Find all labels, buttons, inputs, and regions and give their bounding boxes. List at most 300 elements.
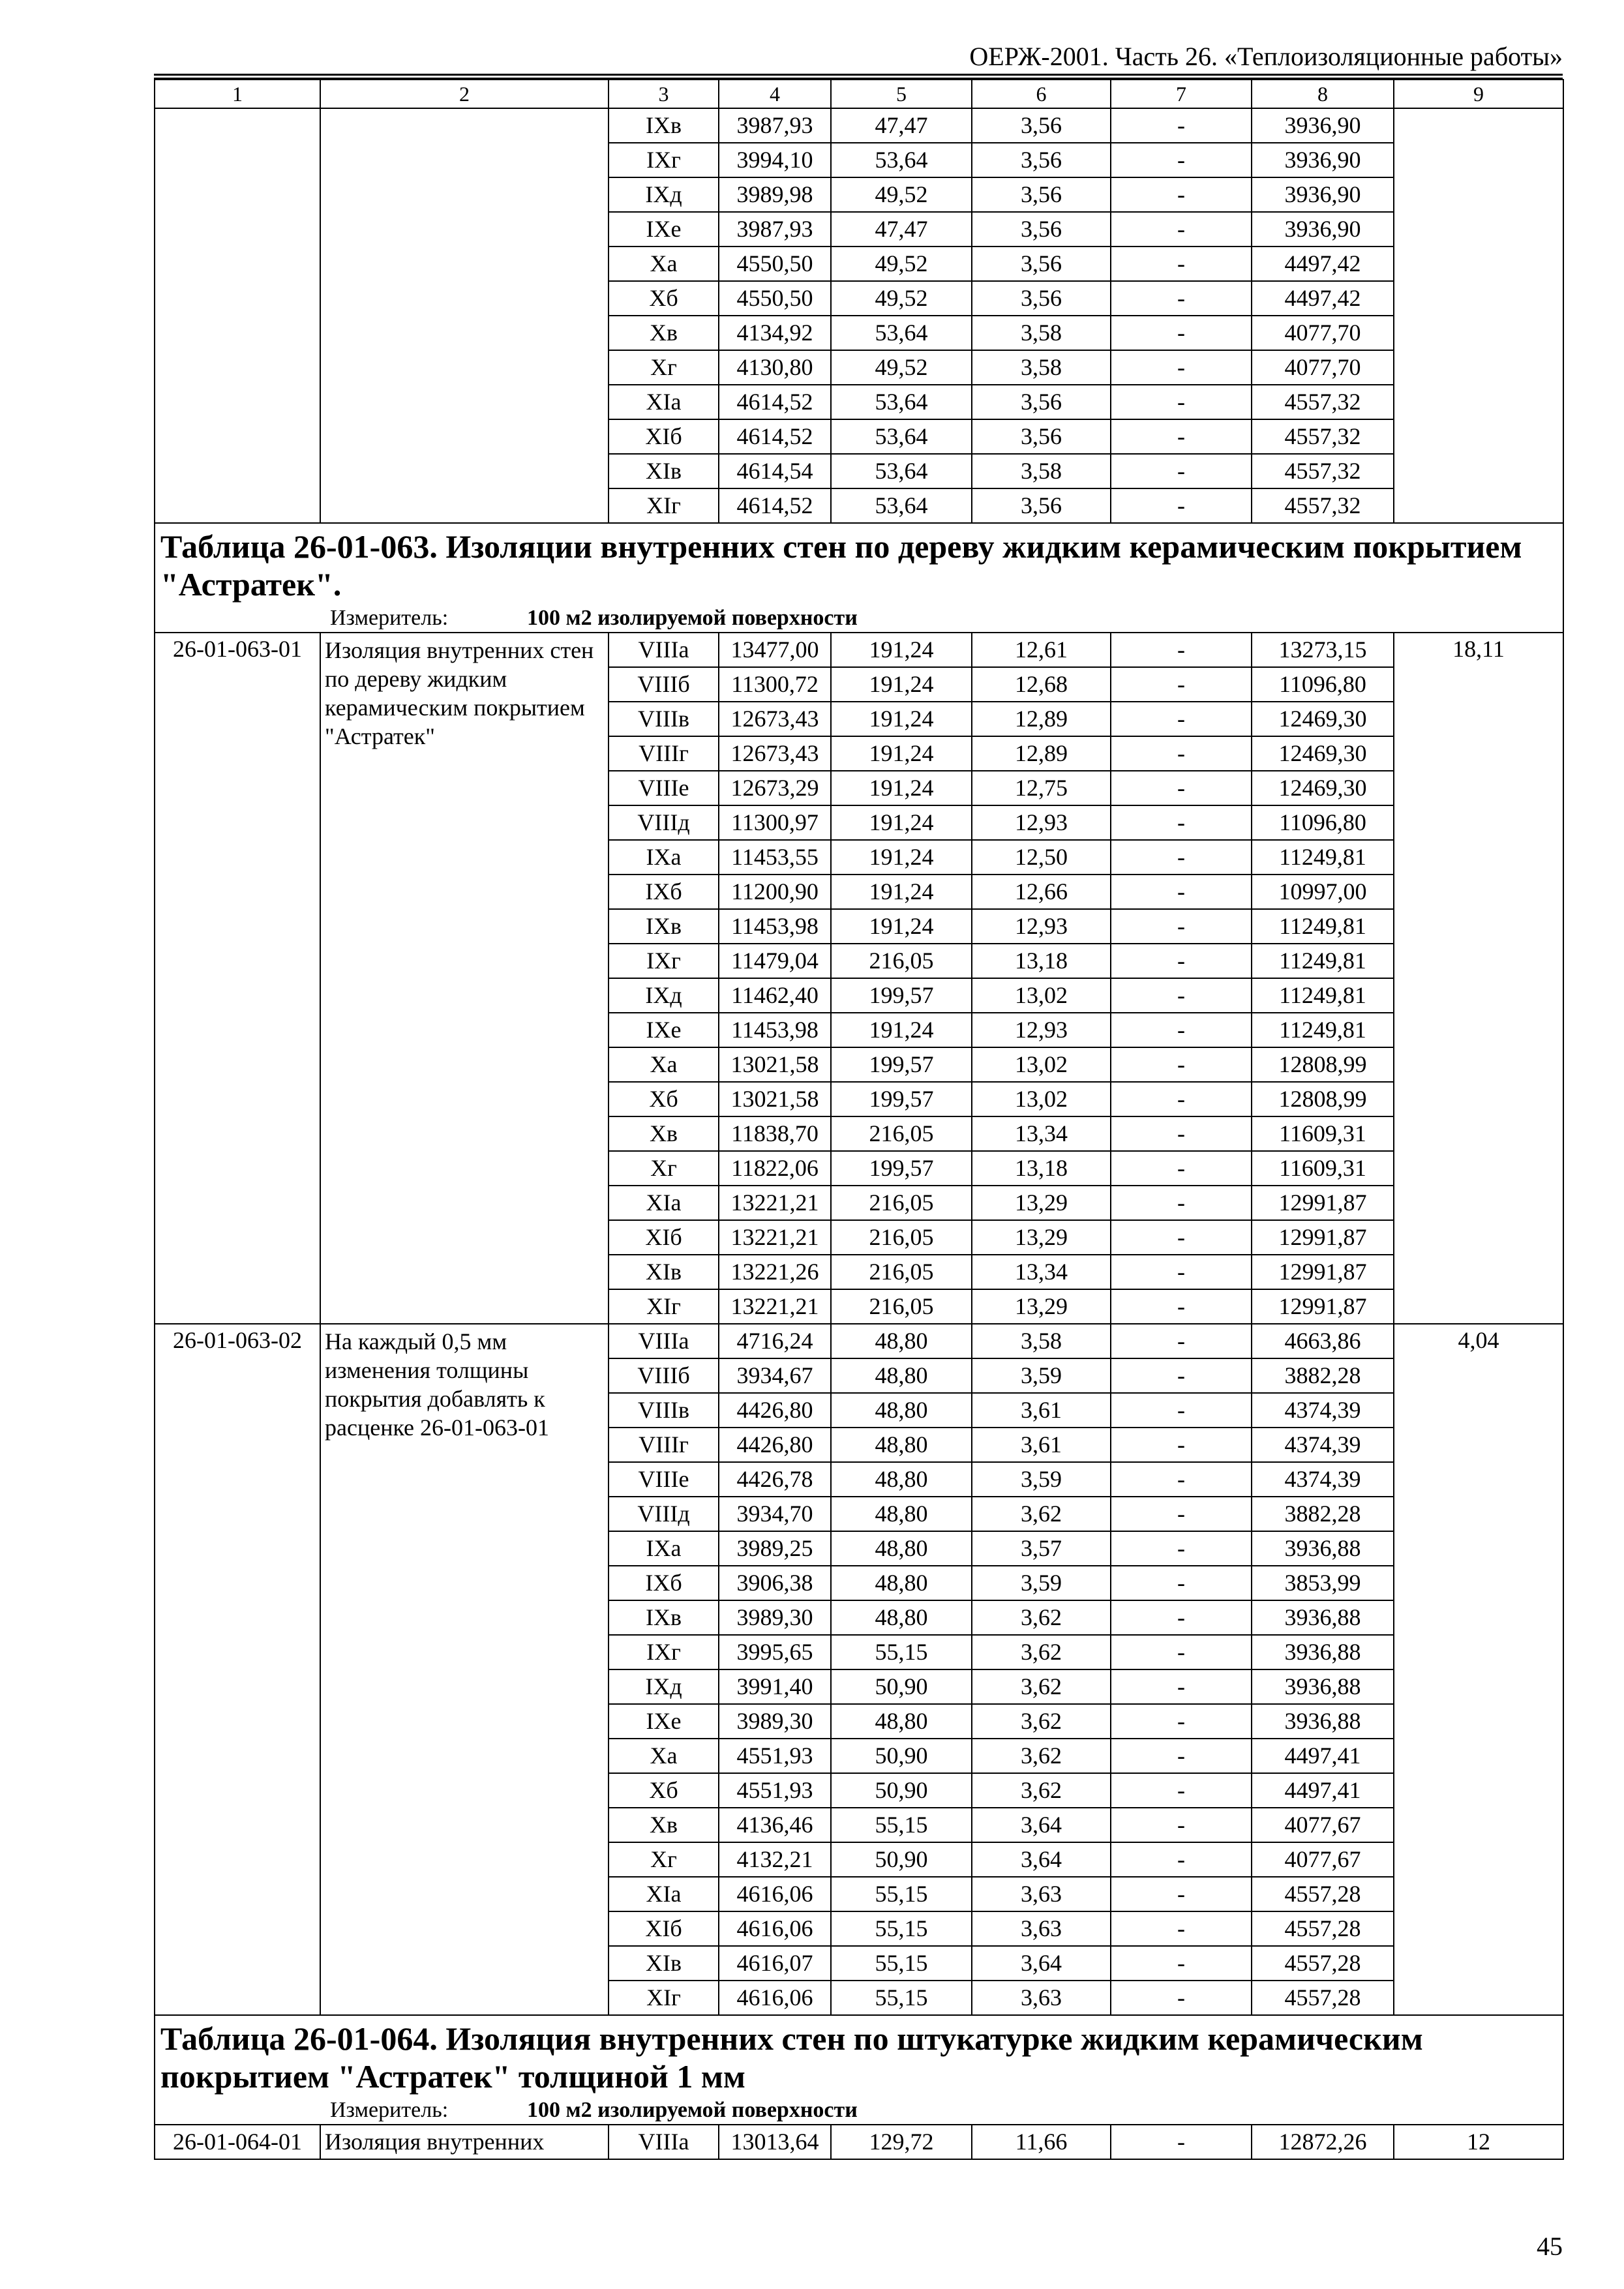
direct-costs-cell: 12673,43 <box>719 736 831 771</box>
labor-wages-cell: 199,57 <box>831 978 972 1013</box>
labor-wages-cell: 53,64 <box>831 385 972 419</box>
meter-unit: 100 м2 изолируемой поверхности <box>527 2098 858 2122</box>
machinist-wages-cell: - <box>1111 1946 1252 1981</box>
meter-row <box>155 2097 1563 2125</box>
region-zone-cell: VIIIб <box>609 667 719 702</box>
labor-wages-cell: 199,57 <box>831 1047 972 1082</box>
column-number-cell: 4 <box>719 80 831 108</box>
machinist-wages-cell: - <box>1111 1877 1252 1911</box>
materials-cost-cell: 4557,32 <box>1252 419 1394 454</box>
running-header: ОЕРЖ-2001. Часть 26. «Теплоизоляционные работы» <box>969 42 1563 71</box>
direct-costs-cell: 3995,65 <box>719 1635 831 1669</box>
column-number-cell: 8 <box>1252 80 1394 108</box>
machinist-wages-cell: - <box>1111 350 1252 385</box>
direct-costs-cell: 13221,21 <box>719 1186 831 1220</box>
machinist-wages-cell: - <box>1111 1013 1252 1047</box>
machine-operation-cell: 3,62 <box>972 1669 1111 1704</box>
machinist-wages-cell: - <box>1111 1808 1252 1842</box>
labor-wages-cell: 48,80 <box>831 1358 972 1393</box>
labor-wages-cell: 55,15 <box>831 1877 972 1911</box>
labor-wages-cell: 48,80 <box>831 1462 972 1497</box>
region-zone-cell: IXв <box>609 909 719 944</box>
description-cell: На каждый 0,5 мм изменения толщины покрытия добавлять к расценке 26-01-063-01 <box>320 1324 609 2015</box>
labor-wages-cell: 50,90 <box>831 1773 972 1808</box>
region-zone-cell: IXг <box>609 1635 719 1669</box>
machinist-wages-cell: - <box>1111 1566 1252 1600</box>
machine-operation-cell: 3,56 <box>972 419 1111 454</box>
machine-operation-cell: 12,75 <box>972 771 1111 805</box>
machine-operation-cell: 3,56 <box>972 247 1111 281</box>
table-title: Таблица 26-01-063. Изоляции внутренних стен по дереву жидким керамическим покрытием "Астратек". <box>155 523 1563 605</box>
region-zone-cell: XIв <box>609 454 719 488</box>
table-row <box>155 2125 1563 2159</box>
materials-cost-cell: 4374,39 <box>1252 1428 1394 1462</box>
direct-costs-cell: 4616,06 <box>719 1911 831 1946</box>
materials-cost-cell: 4374,39 <box>1252 1393 1394 1428</box>
direct-costs-cell: 11838,70 <box>719 1116 831 1151</box>
machine-operation-cell: 13,29 <box>972 1289 1111 1324</box>
description-cell <box>320 108 609 523</box>
machinist-wages-cell: - <box>1111 1739 1252 1773</box>
labor-wages-cell: 53,64 <box>831 143 972 177</box>
column-number-row <box>155 80 1563 108</box>
direct-costs-cell: 4716,24 <box>719 1324 831 1358</box>
direct-costs-cell: 3906,38 <box>719 1566 831 1600</box>
machine-operation-cell: 3,62 <box>972 1497 1111 1531</box>
region-zone-cell: IXе <box>609 1704 719 1739</box>
materials-cost-cell: 12469,30 <box>1252 702 1394 736</box>
machinist-wages-cell: - <box>1111 1428 1252 1462</box>
labor-wages-cell: 48,80 <box>831 1324 972 1358</box>
direct-costs-cell: 13021,58 <box>719 1082 831 1116</box>
materials-cost-cell: 11249,81 <box>1252 978 1394 1013</box>
labor-wages-cell: 191,24 <box>831 702 972 736</box>
table-row <box>155 633 1563 667</box>
labor-wages-cell: 199,57 <box>831 1151 972 1186</box>
region-zone-cell: Xб <box>609 281 719 316</box>
machine-operation-cell: 13,29 <box>972 1186 1111 1220</box>
direct-costs-cell: 4551,93 <box>719 1773 831 1808</box>
region-zone-cell: XIа <box>609 1877 719 1911</box>
direct-costs-cell: 11453,98 <box>719 1013 831 1047</box>
region-zone-cell: XIг <box>609 488 719 523</box>
table-title: Таблица 26-01-064. Изоляция внутренних стен по штукатурке жидким керамическим покрытием "Астратек" толщиной 1 мм <box>155 2015 1563 2097</box>
materials-cost-cell: 4557,28 <box>1252 1981 1394 2015</box>
materials-cost-cell: 3936,90 <box>1252 177 1394 212</box>
region-zone-cell: IXе <box>609 1013 719 1047</box>
machine-operation-cell: 3,61 <box>972 1393 1111 1428</box>
direct-costs-cell: 4426,80 <box>719 1393 831 1428</box>
materials-cost-cell: 3882,28 <box>1252 1358 1394 1393</box>
direct-costs-cell: 3991,40 <box>719 1669 831 1704</box>
direct-costs-cell: 12673,29 <box>719 771 831 805</box>
machine-operation-cell: 3,59 <box>972 1462 1111 1497</box>
labor-wages-cell: 191,24 <box>831 840 972 875</box>
machine-operation-cell: 3,62 <box>972 1704 1111 1739</box>
labor-wages-cell: 191,24 <box>831 1013 972 1047</box>
machinist-wages-cell: - <box>1111 1324 1252 1358</box>
machine-operation-cell: 13,34 <box>972 1116 1111 1151</box>
materials-cost-cell: 3936,88 <box>1252 1704 1394 1739</box>
machine-operation-cell: 12,89 <box>972 736 1111 771</box>
column-number-cell: 9 <box>1394 80 1563 108</box>
labor-wages-cell: 129,72 <box>831 2125 972 2159</box>
materials-cost-cell: 4557,28 <box>1252 1911 1394 1946</box>
machinist-wages-cell: - <box>1111 1842 1252 1877</box>
region-zone-cell: Xа <box>609 247 719 281</box>
column-number-cell: 5 <box>831 80 972 108</box>
materials-cost-cell: 11096,80 <box>1252 667 1394 702</box>
direct-costs-cell: 4614,52 <box>719 385 831 419</box>
region-zone-cell: XIг <box>609 1981 719 2015</box>
labor-wages-cell: 48,80 <box>831 1393 972 1428</box>
region-zone-cell: VIIIб <box>609 1358 719 1393</box>
machine-operation-cell: 3,58 <box>972 454 1111 488</box>
column-number-cell: 1 <box>155 80 320 108</box>
region-zone-cell: VIIIе <box>609 771 719 805</box>
description-cell: Изоляция внутренних <box>320 2125 609 2159</box>
machine-operation-cell: 12,93 <box>972 909 1111 944</box>
machinist-wages-cell: - <box>1111 1704 1252 1739</box>
machine-operation-cell: 12,93 <box>972 805 1111 840</box>
labor-wages-cell: 48,80 <box>831 1600 972 1635</box>
direct-costs-cell: 4136,46 <box>719 1808 831 1842</box>
machine-operation-cell: 13,02 <box>972 978 1111 1013</box>
direct-costs-cell: 3989,98 <box>719 177 831 212</box>
meter-row <box>155 605 1563 633</box>
machine-operation-cell: 12,66 <box>972 875 1111 909</box>
machine-operation-cell: 3,61 <box>972 1428 1111 1462</box>
machinist-wages-cell: - <box>1111 419 1252 454</box>
machinist-wages-cell: - <box>1111 2125 1252 2159</box>
table-row <box>155 1324 1563 1358</box>
region-zone-cell: VIIIа <box>609 1324 719 1358</box>
machinist-wages-cell: - <box>1111 875 1252 909</box>
machinist-wages-cell: - <box>1111 1220 1252 1255</box>
machinist-wages-cell: - <box>1111 454 1252 488</box>
region-zone-cell: VIIIв <box>609 702 719 736</box>
region-zone-cell: VIIIа <box>609 2125 719 2159</box>
region-zone-cell: Xв <box>609 1808 719 1842</box>
direct-costs-cell: 11200,90 <box>719 875 831 909</box>
labor-wages-cell: 50,90 <box>831 1842 972 1877</box>
machinist-wages-cell: - <box>1111 1600 1252 1635</box>
machinist-wages-cell: - <box>1111 247 1252 281</box>
labor-wages-cell: 49,52 <box>831 177 972 212</box>
materials-cost-cell: 3936,90 <box>1252 108 1394 143</box>
machinist-wages-cell: - <box>1111 1151 1252 1186</box>
code-cell: 26-01-063-02 <box>155 1324 320 2015</box>
labor-wages-cell: 191,24 <box>831 736 972 771</box>
machinist-wages-cell: - <box>1111 1531 1252 1566</box>
labor-wages-cell: 216,05 <box>831 1186 972 1220</box>
direct-costs-cell: 4132,21 <box>719 1842 831 1877</box>
region-zone-cell: IXг <box>609 944 719 978</box>
region-zone-cell: IXд <box>609 1669 719 1704</box>
direct-costs-cell: 4551,93 <box>719 1739 831 1773</box>
region-zone-cell: VIIIг <box>609 1428 719 1462</box>
labor-wages-cell: 47,47 <box>831 212 972 247</box>
region-zone-cell: Xб <box>609 1082 719 1116</box>
labor-wages-cell: 53,64 <box>831 316 972 350</box>
machine-operation-cell: 3,58 <box>972 316 1111 350</box>
machine-operation-cell: 3,64 <box>972 1808 1111 1842</box>
table-title-row <box>155 523 1563 605</box>
region-zone-cell: Xа <box>609 1047 719 1082</box>
machine-operation-cell: 13,18 <box>972 944 1111 978</box>
labor-wages-cell: 191,24 <box>831 633 972 667</box>
machine-operation-cell: 12,50 <box>972 840 1111 875</box>
materials-cost-cell: 11609,31 <box>1252 1116 1394 1151</box>
column-number-cell: 6 <box>972 80 1111 108</box>
direct-costs-cell: 11479,04 <box>719 944 831 978</box>
machine-operation-cell: 3,63 <box>972 1877 1111 1911</box>
materials-cost-cell: 11096,80 <box>1252 805 1394 840</box>
machinist-wages-cell: - <box>1111 1773 1252 1808</box>
machinist-wages-cell: - <box>1111 281 1252 316</box>
labor-wages-cell: 216,05 <box>831 1289 972 1324</box>
region-zone-cell: VIIIд <box>609 1497 719 1531</box>
machinist-wages-cell: - <box>1111 805 1252 840</box>
direct-costs-cell: 3934,67 <box>719 1358 831 1393</box>
machine-operation-cell: 3,58 <box>972 350 1111 385</box>
labor-wages-cell: 216,05 <box>831 1220 972 1255</box>
direct-costs-cell: 3987,93 <box>719 212 831 247</box>
region-zone-cell: XIб <box>609 1220 719 1255</box>
machinist-wages-cell: - <box>1111 1497 1252 1531</box>
direct-costs-cell: 3987,93 <box>719 108 831 143</box>
materials-consumption-cell: 18,11 <box>1394 633 1563 1324</box>
materials-cost-cell: 12991,87 <box>1252 1186 1394 1220</box>
direct-costs-cell: 13021,58 <box>719 1047 831 1082</box>
region-zone-cell: IXб <box>609 1566 719 1600</box>
direct-costs-cell: 3989,30 <box>719 1600 831 1635</box>
region-zone-cell: XIб <box>609 419 719 454</box>
materials-cost-cell: 3936,88 <box>1252 1600 1394 1635</box>
materials-cost-cell: 12808,99 <box>1252 1082 1394 1116</box>
machine-operation-cell: 3,62 <box>972 1773 1111 1808</box>
materials-cost-cell: 4077,70 <box>1252 316 1394 350</box>
machine-operation-cell: 3,59 <box>972 1566 1111 1600</box>
direct-costs-cell: 4550,50 <box>719 247 831 281</box>
machine-operation-cell: 12,68 <box>972 667 1111 702</box>
materials-cost-cell: 4497,42 <box>1252 281 1394 316</box>
direct-costs-cell: 4550,50 <box>719 281 831 316</box>
materials-cost-cell: 4557,32 <box>1252 454 1394 488</box>
machine-operation-cell: 3,56 <box>972 385 1111 419</box>
code-cell: 26-01-063-01 <box>155 633 320 1324</box>
direct-costs-cell: 3934,70 <box>719 1497 831 1531</box>
machine-operation-cell: 3,62 <box>972 1635 1111 1669</box>
materials-cost-cell: 11249,81 <box>1252 944 1394 978</box>
machinist-wages-cell: - <box>1111 667 1252 702</box>
machinist-wages-cell: - <box>1111 1669 1252 1704</box>
materials-cost-cell: 3882,28 <box>1252 1497 1394 1531</box>
materials-consumption-cell <box>1394 108 1563 523</box>
meter-cell <box>155 2097 1563 2125</box>
labor-wages-cell: 191,24 <box>831 805 972 840</box>
labor-wages-cell: 55,15 <box>831 1911 972 1946</box>
machinist-wages-cell: - <box>1111 633 1252 667</box>
region-zone-cell: XIг <box>609 1289 719 1324</box>
machinist-wages-cell: - <box>1111 736 1252 771</box>
machine-operation-cell: 3,63 <box>972 1981 1111 2015</box>
direct-costs-cell: 4134,92 <box>719 316 831 350</box>
region-zone-cell: IXв <box>609 1600 719 1635</box>
materials-consumption-cell: 4,04 <box>1394 1324 1563 2015</box>
machine-operation-cell: 11,66 <box>972 2125 1111 2159</box>
region-zone-cell: Xб <box>609 1773 719 1808</box>
region-zone-cell: Xг <box>609 1151 719 1186</box>
direct-costs-cell: 11300,97 <box>719 805 831 840</box>
machinist-wages-cell: - <box>1111 771 1252 805</box>
materials-cost-cell: 4557,32 <box>1252 488 1394 523</box>
direct-costs-cell: 13221,26 <box>719 1255 831 1289</box>
labor-wages-cell: 216,05 <box>831 1255 972 1289</box>
machine-operation-cell: 3,56 <box>972 488 1111 523</box>
code-cell <box>155 108 320 523</box>
labor-wages-cell: 55,15 <box>831 1808 972 1842</box>
machinist-wages-cell: - <box>1111 1255 1252 1289</box>
machinist-wages-cell: - <box>1111 1186 1252 1220</box>
machine-operation-cell: 12,61 <box>972 633 1111 667</box>
machinist-wages-cell: - <box>1111 1911 1252 1946</box>
machine-operation-cell: 3,64 <box>972 1842 1111 1877</box>
table-row <box>155 108 1563 143</box>
labor-wages-cell: 53,64 <box>831 454 972 488</box>
region-zone-cell: VIIIа <box>609 633 719 667</box>
labor-wages-cell: 48,80 <box>831 1531 972 1566</box>
direct-costs-cell: 3989,30 <box>719 1704 831 1739</box>
region-zone-cell: IXг <box>609 143 719 177</box>
machine-operation-cell: 13,02 <box>972 1082 1111 1116</box>
labor-wages-cell: 49,52 <box>831 350 972 385</box>
machinist-wages-cell: - <box>1111 1358 1252 1393</box>
meter-label: Измеритель: <box>330 606 449 630</box>
header-rule <box>154 74 1563 76</box>
table-body <box>155 80 1563 2159</box>
region-zone-cell: IXе <box>609 212 719 247</box>
materials-cost-cell: 12469,30 <box>1252 736 1394 771</box>
rates-table <box>154 79 1564 2160</box>
code-cell: 26-01-064-01 <box>155 2125 320 2159</box>
page-number: 45 <box>1537 2232 1563 2261</box>
region-zone-cell: IXб <box>609 875 719 909</box>
machinist-wages-cell: - <box>1111 978 1252 1013</box>
materials-cost-cell: 4077,67 <box>1252 1808 1394 1842</box>
materials-consumption-cell: 12 <box>1394 2125 1563 2159</box>
materials-cost-cell: 12991,87 <box>1252 1289 1394 1324</box>
labor-wages-cell: 48,80 <box>831 1704 972 1739</box>
direct-costs-cell: 12673,43 <box>719 702 831 736</box>
machine-operation-cell: 13,29 <box>972 1220 1111 1255</box>
machinist-wages-cell: - <box>1111 108 1252 143</box>
labor-wages-cell: 50,90 <box>831 1739 972 1773</box>
machine-operation-cell: 3,56 <box>972 108 1111 143</box>
labor-wages-cell: 191,24 <box>831 875 972 909</box>
machinist-wages-cell: - <box>1111 1082 1252 1116</box>
region-zone-cell: Xг <box>609 1842 719 1877</box>
materials-cost-cell: 10997,00 <box>1252 875 1394 909</box>
machine-operation-cell: 3,56 <box>972 212 1111 247</box>
direct-costs-cell: 4616,06 <box>719 1981 831 2015</box>
region-zone-cell: Xа <box>609 1739 719 1773</box>
direct-costs-cell: 11300,72 <box>719 667 831 702</box>
machine-operation-cell: 13,18 <box>972 1151 1111 1186</box>
region-zone-cell: VIIIг <box>609 736 719 771</box>
materials-cost-cell: 4497,41 <box>1252 1739 1394 1773</box>
direct-costs-cell: 4426,78 <box>719 1462 831 1497</box>
machinist-wages-cell: - <box>1111 385 1252 419</box>
machine-operation-cell: 3,57 <box>972 1531 1111 1566</box>
direct-costs-cell: 13221,21 <box>719 1220 831 1255</box>
meter-unit: 100 м2 изолируемой поверхности <box>527 606 858 630</box>
machine-operation-cell: 3,56 <box>972 281 1111 316</box>
description-cell: Изоляция внутренних стен по дереву жидким керамическим покрытием "Астратек" <box>320 633 609 1324</box>
materials-cost-cell: 4557,28 <box>1252 1877 1394 1911</box>
materials-cost-cell: 12808,99 <box>1252 1047 1394 1082</box>
materials-cost-cell: 11249,81 <box>1252 909 1394 944</box>
direct-costs-cell: 3989,25 <box>719 1531 831 1566</box>
labor-wages-cell: 53,64 <box>831 419 972 454</box>
machine-operation-cell: 13,34 <box>972 1255 1111 1289</box>
labor-wages-cell: 216,05 <box>831 1116 972 1151</box>
machinist-wages-cell: - <box>1111 143 1252 177</box>
direct-costs-cell: 4426,80 <box>719 1428 831 1462</box>
materials-cost-cell: 11609,31 <box>1252 1151 1394 1186</box>
machinist-wages-cell: - <box>1111 316 1252 350</box>
materials-cost-cell: 4077,70 <box>1252 350 1394 385</box>
machinist-wages-cell: - <box>1111 1981 1252 2015</box>
meter-cell <box>155 605 1563 633</box>
region-zone-cell: XIа <box>609 1186 719 1220</box>
labor-wages-cell: 191,24 <box>831 667 972 702</box>
direct-costs-cell: 4616,06 <box>719 1877 831 1911</box>
labor-wages-cell: 48,80 <box>831 1566 972 1600</box>
direct-costs-cell: 11462,40 <box>719 978 831 1013</box>
meter-label: Измеритель: <box>330 2098 449 2122</box>
materials-cost-cell: 13273,15 <box>1252 633 1394 667</box>
materials-cost-cell: 4497,41 <box>1252 1773 1394 1808</box>
labor-wages-cell: 55,15 <box>831 1635 972 1669</box>
machine-operation-cell: 3,58 <box>972 1324 1111 1358</box>
labor-wages-cell: 53,64 <box>831 488 972 523</box>
machine-operation-cell: 3,63 <box>972 1911 1111 1946</box>
direct-costs-cell: 13221,21 <box>719 1289 831 1324</box>
machinist-wages-cell: - <box>1111 488 1252 523</box>
materials-cost-cell: 4557,28 <box>1252 1946 1394 1981</box>
machine-operation-cell: 3,56 <box>972 177 1111 212</box>
labor-wages-cell: 49,52 <box>831 281 972 316</box>
materials-cost-cell: 3936,90 <box>1252 143 1394 177</box>
direct-costs-cell: 4130,80 <box>719 350 831 385</box>
machinist-wages-cell: - <box>1111 909 1252 944</box>
machine-operation-cell: 12,93 <box>972 1013 1111 1047</box>
materials-cost-cell: 4663,86 <box>1252 1324 1394 1358</box>
materials-cost-cell: 4077,67 <box>1252 1842 1394 1877</box>
labor-wages-cell: 55,15 <box>831 1946 972 1981</box>
materials-cost-cell: 11249,81 <box>1252 1013 1394 1047</box>
machinist-wages-cell: - <box>1111 1116 1252 1151</box>
machinist-wages-cell: - <box>1111 840 1252 875</box>
region-zone-cell: XIв <box>609 1946 719 1981</box>
region-zone-cell: IXв <box>609 108 719 143</box>
labor-wages-cell: 49,52 <box>831 247 972 281</box>
region-zone-cell: VIIIе <box>609 1462 719 1497</box>
region-zone-cell: XIа <box>609 385 719 419</box>
direct-costs-cell: 4614,52 <box>719 419 831 454</box>
direct-costs-cell: 11453,55 <box>719 840 831 875</box>
